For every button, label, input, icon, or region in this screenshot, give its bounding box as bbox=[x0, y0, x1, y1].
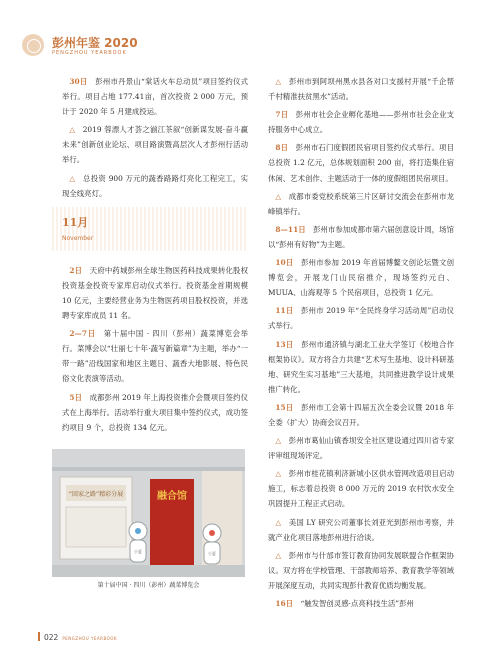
entry-date: △ bbox=[275, 469, 282, 479]
entry-text: 天府中药城彭州全球生物医药科技成果转化股权投资基金投资专家库启动仪式举行。投资基金首期规模 10 亿元，主要经营业务为生物医药项目股权投资，并选聘专家库成员 11 名。 bbox=[62, 265, 248, 321]
entry-text: 美国 LY 研究公司董事长刘亚光到彭州市考察，并就产业化项目落地彭州进行洽谈。 bbox=[268, 517, 455, 542]
chronicle-entry bbox=[268, 337, 454, 397]
chronicle-entry bbox=[62, 390, 248, 435]
entry-text: 2019 蓉漂人才荟之湔江茶叙“创新谋发展·奋斗赢未来”创新创业论坛、项目路演暨高层次人才彭州行活动举行。 bbox=[62, 125, 248, 165]
entry-text: 彭州市到阿坝州黑水县各对口支援村开展“千企帮千村精准扶贫黑水”活动。 bbox=[268, 77, 454, 102]
entry-date: △ bbox=[69, 173, 76, 183]
entry-text: “触发智创灵感·点亮科技生活”彭州 bbox=[300, 599, 414, 608]
chronicle-entry bbox=[62, 74, 248, 119]
entry-text: 总投资 900 万元的蔬香路路灯亮化工程完工，实现全线亮灯。 bbox=[62, 173, 249, 198]
entry-date: △ bbox=[275, 77, 282, 86]
chronicle-entry bbox=[268, 303, 454, 333]
month-heading-cn: 11月 bbox=[62, 215, 89, 229]
entry-text: 彭州市社会企业孵化基地——彭州市社会企业支持服务中心成立。 bbox=[268, 110, 454, 135]
robot-left-tag: 小夏 bbox=[134, 549, 142, 554]
right-column bbox=[268, 74, 454, 614]
entry-text: 彭州市通济镇与湖北工业大学签订《校地合作框架协议》。双方将合力共建“艺术写生基地、设计科研基地、研究生实习基地”三大基地，共同推进教学设计成果推广转化。 bbox=[268, 339, 454, 394]
entry-date: 30日 bbox=[69, 77, 88, 86]
entry-date: 13日 bbox=[275, 339, 294, 349]
expo-photo-illustration bbox=[52, 449, 245, 577]
entry-date: 11日 bbox=[275, 306, 294, 316]
entry-date: 15日 bbox=[275, 402, 294, 412]
month-heading-en: November bbox=[62, 234, 94, 242]
entry-date: 7日 bbox=[275, 110, 289, 120]
entry-text: 彭州市参加成都市第六届创意设计周，场馆以“彭州有好物”为主题。 bbox=[268, 224, 454, 249]
chronicle-entry bbox=[268, 74, 454, 104]
yearbook-logo-icon bbox=[22, 34, 44, 56]
entry-date: 2—7日 bbox=[69, 329, 96, 339]
entry-date: 8日 bbox=[275, 143, 289, 153]
page-footer bbox=[38, 632, 117, 642]
entry-text: 彭州市石门度假团民宿项目签约仪式举行。项目总投资 1.2 亿元，总体规划面积 200 亩，将打造集住宿休闲、艺术创作、主题活动于一体的度假组团民宿项目。 bbox=[268, 143, 454, 183]
entry-date: 10日 bbox=[275, 258, 294, 268]
entry-text: 彭州市 2019 年“全民终身学习活动周”启动仪式举行。 bbox=[268, 306, 454, 331]
footer-bar-icon bbox=[38, 632, 40, 641]
chronicle-entry bbox=[268, 255, 454, 300]
chronicle-entry bbox=[268, 107, 454, 137]
chronicle-entry bbox=[268, 189, 454, 219]
entry-date: △ bbox=[275, 550, 282, 560]
chronicle-entry bbox=[62, 326, 248, 386]
entry-text: 彭州市葛仙山镇香坝安全社区建设通过四川省专家评审组现场评定。 bbox=[268, 436, 454, 461]
chronicle-entry bbox=[268, 433, 454, 463]
entry-text: 成都市委党校系统第三片区研讨交流会在彭州市龙峰镇举行。 bbox=[268, 191, 454, 216]
left-column bbox=[62, 74, 248, 438]
entry-date: △ bbox=[69, 125, 76, 135]
page-number: 022 bbox=[44, 633, 59, 642]
chronicle-entry bbox=[268, 515, 454, 545]
chronicle-entry bbox=[268, 548, 454, 593]
chronicle-entry bbox=[62, 263, 248, 323]
chronicle-entry bbox=[268, 466, 454, 511]
entry-text: 成都彭州 2019 年上海投资推介会暨项目签约仪式在上海举行。活动举行重大项目集中签约仪式，成功签约项目 9 个，总投资 134 亿元。 bbox=[62, 392, 248, 432]
entry-date: 8—11日 bbox=[275, 224, 306, 234]
entry-text: 彭州市参加 2019 年首届博鳌文创论坛暨文创博览会，开展龙门山民宿推介，现场签约元白、MUUA、山海观等 5 个民宿项目，总投资 1 亿元。 bbox=[268, 258, 454, 298]
entry-date: △ bbox=[275, 191, 282, 201]
chronicle-entry bbox=[62, 171, 248, 201]
photo-caption: 第十届中国 · 四川（彭州）蔬菜博览会 bbox=[97, 582, 200, 589]
entry-text: 第十届中国 · 四川（彭州）蔬菜博览会举行。菜博会以“壮丽七十年·蔬写新篇章”为主题，举办“一带一路”沿线国家和地区主题日、蔬香大地影展、特色民俗文化表演等活动。 bbox=[62, 329, 248, 384]
month-heading bbox=[52, 207, 248, 251]
expo-sign-text: 融合馆 bbox=[157, 491, 187, 502]
entry-text: 彭州市工会第十四届五次全委会议暨 2018 年全委（扩大）协商会议召开。 bbox=[268, 402, 454, 427]
chronicle-entry bbox=[268, 140, 454, 185]
entry-text: 彭州市与什邡市签订教育协同发展联盟合作框架协议。双方将在学校管理、干部教师培养、教育教学等领域开展深度互动，共同实现彭什教育优质均衡发展。 bbox=[268, 550, 454, 590]
entry-text: 彭州市丹景山“棠话火车总动员”项目签约仪式举行。项目占地 177.41亩，首次投资 2 000 万元，预计于 2020 年 5 月建成投运。 bbox=[62, 77, 248, 117]
entry-text: 彭州市桂花镇利济新城小区供水管网改造项目启动施工，标志着总投资 8 000 万元的 2019 农村饮水安全巩固提升工程正式启动。 bbox=[268, 469, 454, 509]
chronicle-entry bbox=[268, 400, 454, 430]
entry-date: 5日 bbox=[69, 392, 83, 402]
yearbook-title: 彭州年鉴 2020 bbox=[52, 36, 138, 50]
entry-date: 2日 bbox=[69, 265, 83, 275]
chronicle-entry bbox=[268, 222, 454, 252]
expo-photo bbox=[52, 449, 245, 577]
chronicle-entry bbox=[62, 122, 248, 167]
entry-date: 16日 bbox=[275, 599, 294, 608]
entry-date: △ bbox=[275, 436, 282, 446]
entry-date: △ bbox=[275, 517, 282, 527]
expo-banner-text: “回家之路”精彩分展 bbox=[68, 491, 124, 498]
footer-label: PENGZHOU YEARBOOK bbox=[62, 636, 118, 641]
robot-right-tag: 小夏 bbox=[208, 551, 216, 556]
yearbook-subtitle: PENGZHOU YEARBOOK bbox=[52, 50, 127, 56]
page-header bbox=[0, 0, 480, 60]
chronicle-entry bbox=[268, 596, 454, 611]
